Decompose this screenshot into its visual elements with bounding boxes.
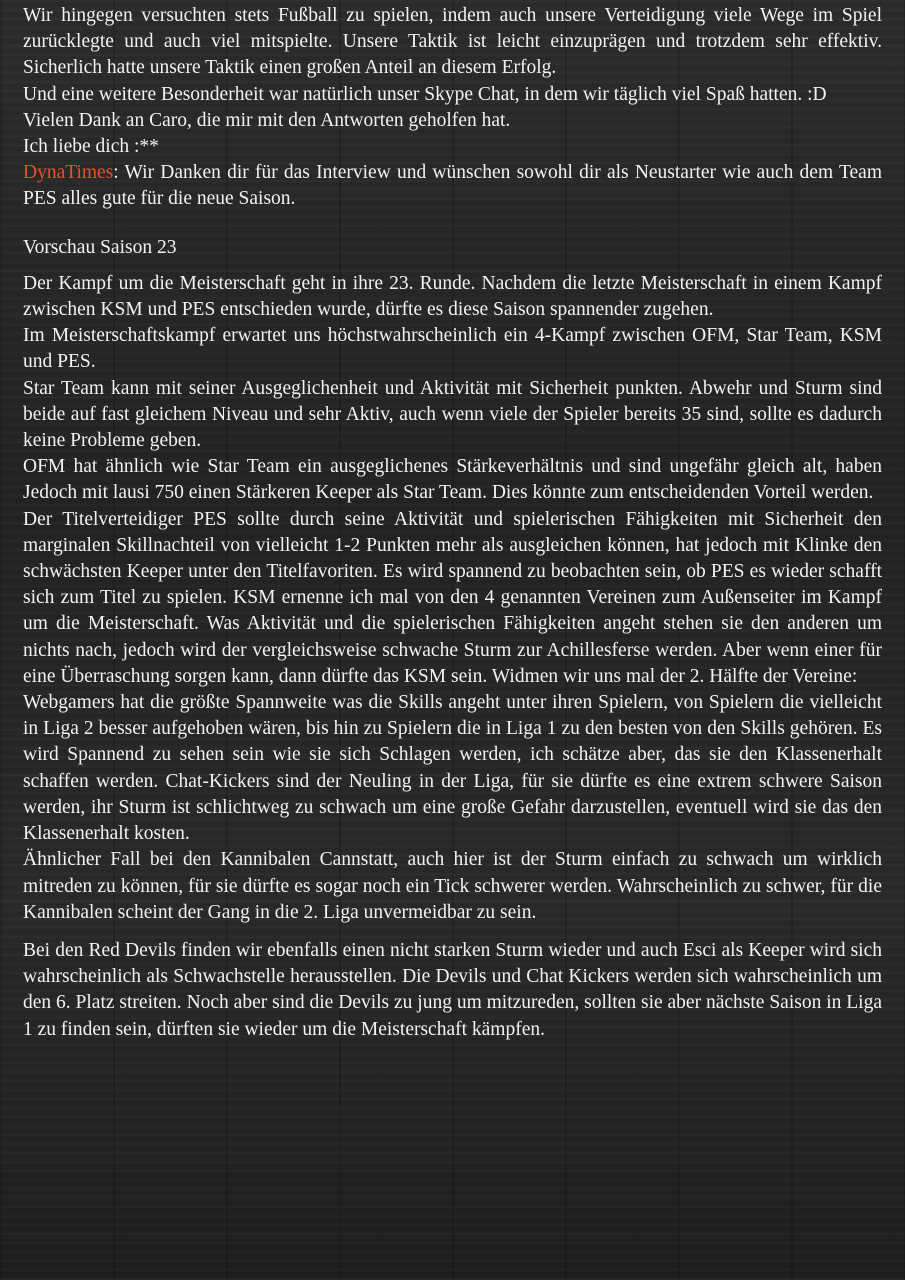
spacer: [23, 261, 882, 271]
preview-paragraph: Star Team kann mit seiner Ausgeglichenheit und Aktivität mit Sicherheit punkten. Abwehr und Sturm sind beide auf fast gleichem Niveau und sehr Aktiv, auch wenn viele der Spieler bereits 35 sind, sollte es dadurch keine Probleme geben.: [23, 377, 882, 452]
preview-paragraph: Der Titelverteidiger PES sollte durch seine Aktivität und spielerischen Fähigkeiten mit Sicherheit den marginalen Skillnachteil von vielleicht 1-2 Punkten mehr als ausgleichen können, hat jedoch mit Klinke den schwächsten Keeper unter den Titelfavoriten. Es wird spannend zu beobachten sein, ob PES es wieder schafft sich zum Titel zu spielen. KSM ernenne ich mal von den 4 genannten Vereinen zum Außenseiter im Kampf um die Meisterschaft. Was Aktivität und die spielerischen Fähigkeiten angeht stehen sie den anderen um nichts nach, jedoch wird der vergleichsweise schwache Sturm zur Achillesferse werden. Aber wenn einer für eine Überraschung sorgen kann, dann dürfte das KSM sein. Widmen wir uns mal der 2. Hälfte der Vereine:: [23, 508, 882, 687]
preview-paragraph: OFM hat ähnlich wie Star Team ein ausgeglichenes Stärkeverhältnis und sind ungefähr gleich alt, haben Jedoch mit lausi 750 einen Stärkeren Keeper als Star Team. Dies könnte zum entscheidenden Vorteil werden.: [23, 456, 882, 504]
preview-paragraph-red-devils: Bei den Red Devils finden wir ebenfalls einen nicht starken Sturm wieder und auch Esci als Keeper wird sich wahrscheinlich als Schwachstelle herausstellen. Die Devils und Chat Kickers werden sich wahrscheinlich um den 6. Platz streiten. Noch aber sind die Devils zu jung um mitzureden, sollten sie aber nächste Saison in Liga 1 zu finden sein, dürften sie wieder um die Meisterschaft kämpfen.: [23, 939, 882, 1040]
preview-paragraph: Webgamers hat die größte Spannweite was die Skills angeht unter ihren Spielern, von Spielern die vielleicht in Liga 2 besser aufgehoben wären, bis hin zu Spielern die in Liga 1 zu den besten von den Skills gehören. Es wird Spannend zu sehen sein wie sie sich Schlagen werden, ich schätze aber, das sie den Klassenerhalt schaffen werden. Chat-Kickers sind der Neuling in der Liga, für sie dürfte es eine extrem schwere Saison werden, ihr Sturm ist schlichtweg zu schwach um eine große Gefahr darzustellen, eventuell wird sie das den Klassenerhalt kosten.: [23, 692, 882, 845]
section-heading: Vorschau Saison 23: [23, 236, 177, 258]
preview-paragraph: Der Kampf um die Meisterschaft geht in ihre 23. Runde. Nachdem die letzte Meisterschaft in einem Kampf zwischen KSM und PES entschieden wurde, dürfte es diese Saison spannender zugehen.: [23, 272, 882, 321]
interview-paragraph-tactics: Wir hingegen versuchten stets Fußball zu spielen, indem auch unsere Verteidigung viele Wege im Spiel zurücklegte und auch viel mitspielte. Unsere Taktik ist leicht einzuprägen und trotzdem sehr effektiv. Sicherlich hatte unsere Taktik einen großen Anteil an diesem Erfolg.: [23, 5, 882, 79]
interview-closing: [23, 160, 882, 212]
preview-paragraph: Ähnlicher Fall bei den Kannibalen Cannstatt, auch hier ist der Sturm einfach zu schwach um wirklich mitreden zu können, für sie dürfte es sogar noch ein Tick schwerer werden. Wahrscheinlich zu schwer, für die Kannibalen scheint der Gang in die 2. Liga unvermeidbar zu sein.: [23, 849, 882, 923]
interview-closing-text: : Wir Danken dir für das Interview und wünschen sowohl dir als Neustarter wie auch dem Team PES alles gute für die neue Saison.: [23, 162, 882, 210]
interview-paragraph-skype: Und eine weitere Besonderheit war natürlich unser Skype Chat, in dem wir täglich viel Spaß hatten. :D: [23, 83, 827, 105]
spacer: [23, 213, 882, 235]
interview-paragraph-thanks: Vielen Dank an Caro, die mir mit den Antworten geholfen hat.: [23, 109, 511, 131]
preview-paragraph: Im Meisterschaftskampf erwartet uns höchstwahrscheinlich ein 4-Kampf zwischen OFM, Star Team, KSM und PES.: [23, 325, 882, 373]
spacer: [23, 926, 882, 938]
dynatimes-brand: DynaTimes: [23, 162, 114, 184]
interview-paragraph-love: Ich liebe dich :**: [23, 136, 159, 158]
article-page: [23, 3, 882, 1043]
